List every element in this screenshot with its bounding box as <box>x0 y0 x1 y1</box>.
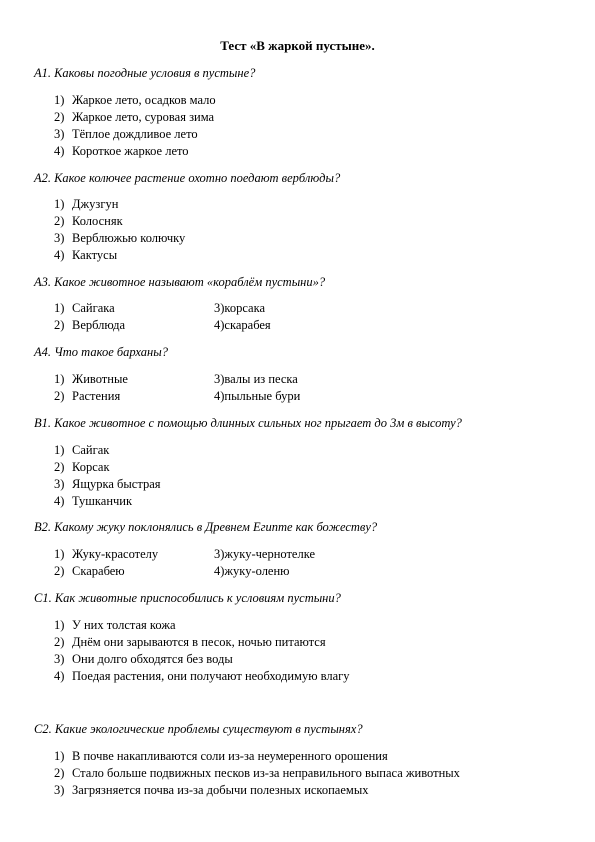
question-a3: А3. Какое животное называют «кораблём пустыни»? <box>34 275 326 289</box>
answer-option: 2) Днём они зарываются в песок, ночью питаются <box>54 635 326 649</box>
page-title: Тест «В жаркой пустыне». <box>220 38 375 53</box>
answer-option: 3)валы из песка <box>214 372 298 386</box>
question-c2: С2. Какие экологические проблемы существуют в пустынях? <box>34 722 363 736</box>
answer-option: 3) Верблюжью колючку <box>54 231 186 245</box>
answer-option: 1) Джузгун <box>54 197 119 211</box>
answer-option: 2) Корсак <box>54 460 110 474</box>
answer-option: 4)скарабея <box>214 318 271 332</box>
answer-option: 4) Тушканчик <box>54 494 133 508</box>
answer-option: 2) Стало больше подвижных песков из-за неправильного выпаса животных <box>54 766 460 780</box>
answer-option: 2) Верблюда <box>54 318 126 332</box>
answer-option: 1) Сайгак <box>54 443 110 457</box>
answer-option: 3) Ящурка быстрая <box>54 477 161 491</box>
question-a1: А1. Каковы погодные условия в пустыне? <box>34 66 256 80</box>
answer-option: 4) Короткое жаркое лето <box>54 144 189 158</box>
answer-option: 2) Скарабею <box>54 564 125 578</box>
answer-option: 4) Поедая растения, они получают необходимую влагу <box>54 669 350 683</box>
question-a2: А2. Какое колючее растение охотно поедают верблюды? <box>34 171 341 185</box>
answer-option: 2) Жаркое лето, суровая зима <box>54 110 215 124</box>
answer-option: 1) Жуку-красотелу <box>54 547 159 561</box>
question-b2: В2. Какому жуку поклонялись в Древнем Египте как божеству? <box>34 520 378 534</box>
answer-option: 4)пыльные бури <box>214 389 301 403</box>
answer-option: 2) Растения <box>54 389 121 403</box>
answer-option: 3) Загрязняется почва из-за добычи полезных ископаемых <box>54 783 369 797</box>
question-b1: В1. Какое животное с помощью длинных сильных ног прыгает до 3м в высоту? <box>34 416 462 430</box>
answer-option: 1) Жаркое лето, осадков мало <box>54 93 216 107</box>
answer-option: 1) Сайгака <box>54 301 115 315</box>
answer-option: 1) У них толстая кожа <box>54 618 176 632</box>
answer-option: 2) Колосняк <box>54 214 123 228</box>
answer-option: 4) Кактусы <box>54 248 118 262</box>
question-c1: С1. Как животные приспособились к условиям пустыни? <box>34 591 341 605</box>
answer-option: 3)жуку-чернотелке <box>214 547 316 561</box>
answer-option: 3)корсака <box>214 301 266 315</box>
answer-option: 3) Тёплое дождливое лето <box>54 127 198 141</box>
answer-option: 1) Животные <box>54 372 128 386</box>
answer-option: 4)жуку-оленю <box>214 564 290 578</box>
question-a4: А4. Что такое барханы? <box>34 345 168 359</box>
answer-option: 1) В почве накапливаются соли из-за неумеренного орошения <box>54 749 388 763</box>
answer-option: 3) Они долго обходятся без воды <box>54 652 233 666</box>
